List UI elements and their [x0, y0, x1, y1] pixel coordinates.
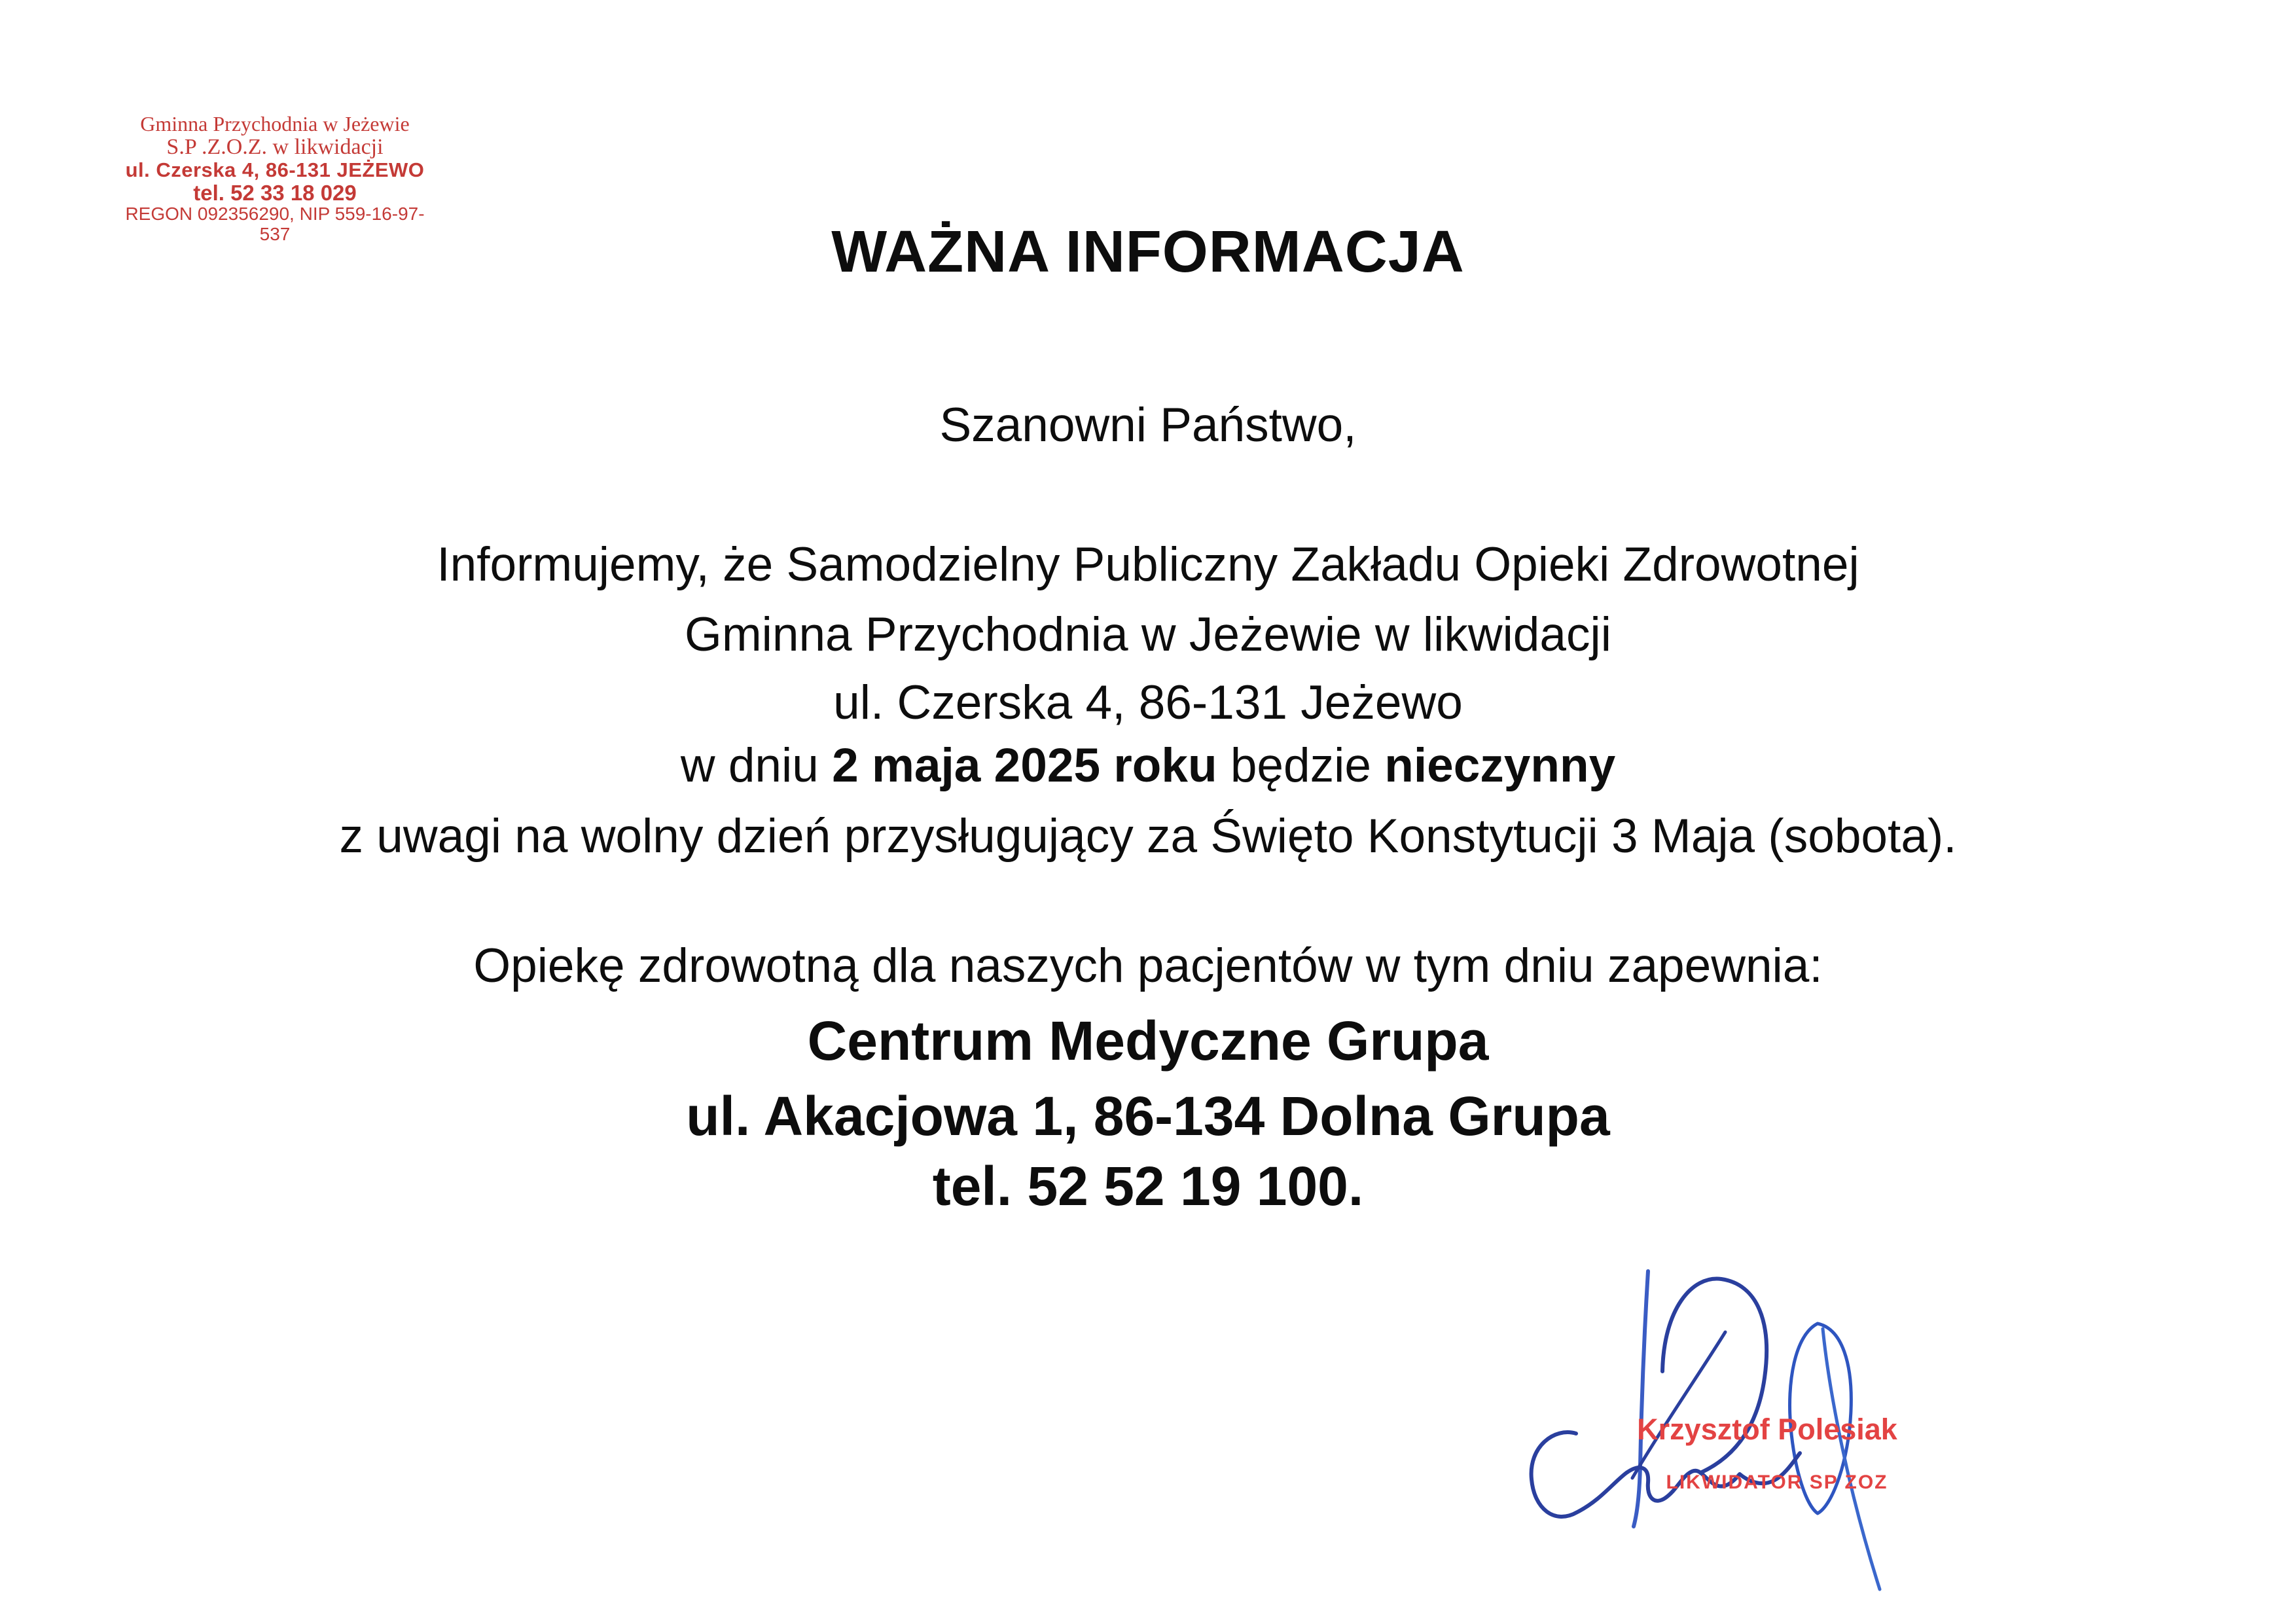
letterhead-stamp-line: S.P .Z.O.Z. w likwidacji [166, 134, 384, 159]
body-line-4-regular: w dniu [680, 739, 833, 792]
provider-phone: tel. 52 52 19 100. [932, 1155, 1364, 1217]
signature-stamp-name: Krzysztof Polesiak [1637, 1413, 1897, 1446]
body-line-6: Opiekę zdrowotną dla naszych pacjentów w tym dniu zapewnia: [473, 939, 1823, 992]
signature-stamp-role: LIKWIDATOR SP ZOZ [1666, 1471, 1888, 1493]
closure-status: nieczynny [1384, 739, 1616, 792]
provider-address: ul. Akacjowa 1, 86-134 Dolna Grupa [686, 1085, 1610, 1147]
body-line-4-regular: będzie [1217, 739, 1385, 792]
letterhead-stamp-line: ul. Czerska 4, 86-131 JEŻEWO [125, 158, 425, 182]
letterhead-stamp-line: REGON 092356290, NIP 559-16-97-537 [125, 204, 425, 244]
body-line-3: ul. Czerska 4, 86-131 Jeżewo [833, 676, 1463, 729]
letterhead-stamp-line: Gminna Przychodnia w Jeżewie [140, 112, 410, 135]
body-line-2: Gminna Przychodnia w Jeżewie w likwidacji [685, 608, 1611, 661]
provider-name: Centrum Medyczne Grupa [807, 1010, 1489, 1072]
body-line-5: z uwagi na wolny dzień przysługujący za Święto Konstytucji 3 Maja (sobota). [339, 810, 1957, 863]
body-line-4 [0, 732, 2296, 800]
salutation: Szanowni Państwo, [939, 399, 1357, 452]
body-line-1: Informujemy, że Samodzielny Publiczny Zakładu Opieki Zdrowotnej [437, 538, 1859, 591]
page-title: WAŻNA INFORMACJA [831, 219, 1465, 285]
closure-date: 2 maja 2025 roku [832, 739, 1217, 792]
letterhead-stamp-line: tel. 52 33 18 029 [193, 180, 357, 205]
